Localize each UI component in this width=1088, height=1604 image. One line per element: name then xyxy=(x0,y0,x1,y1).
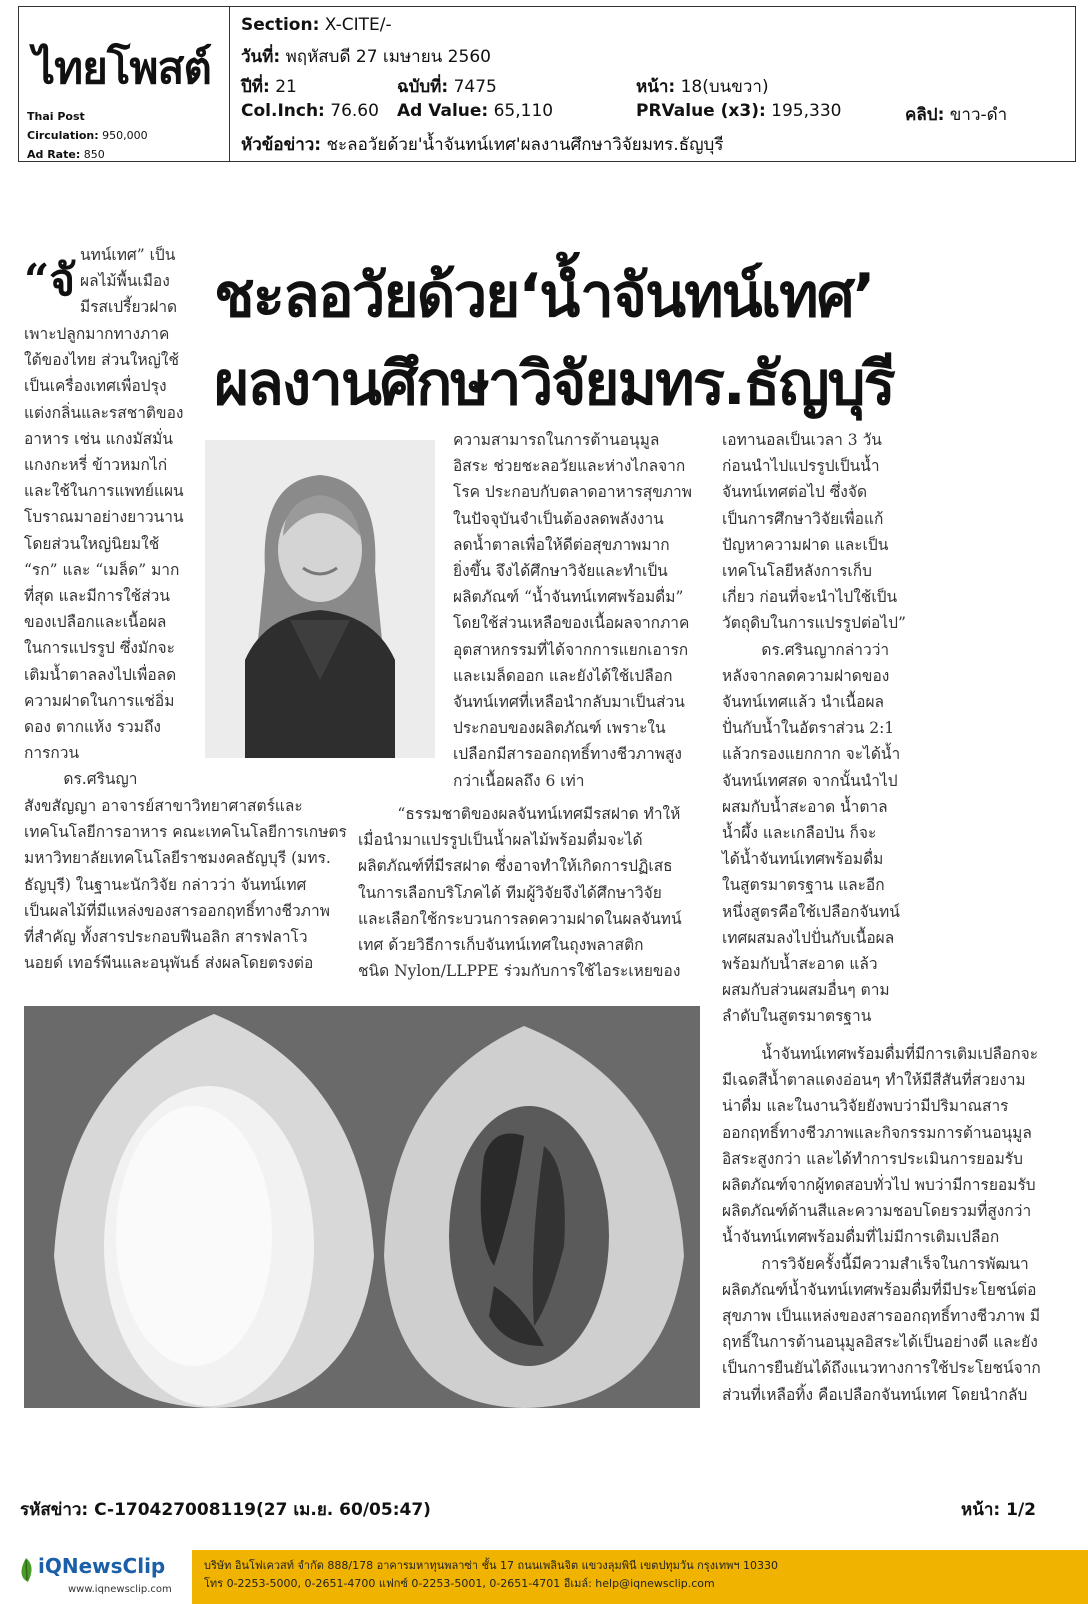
text-line: อิสระ ช่วยชะลอวัยและห่างไกลจาก xyxy=(453,457,686,476)
issue-row xyxy=(241,73,1071,97)
advalue-label: Ad Value: xyxy=(397,101,489,121)
text-line: เทคโนโลยีหลังการเก็บ xyxy=(722,562,872,581)
colinch-value: 76.60 xyxy=(330,101,379,121)
text-line: ฤทธิ์ในการต้านอนุมูลอิสระได้เป็นอย่างดี และยัง xyxy=(722,1333,1038,1352)
publication-meta xyxy=(27,107,148,164)
news-code: รหัสข่าว: C-170427008119(27 เม.ย. 60/05:47) xyxy=(20,1500,431,1520)
text-line: ที่สุด และมีการใช้ส่วน xyxy=(24,587,170,606)
text-line: เติมน้ำตาลลงไปเพื่อลด xyxy=(24,665,177,684)
year-value: 21 xyxy=(275,77,297,97)
date-value: พฤหัสบดี 27 เมษายน 2560 xyxy=(285,47,491,67)
footer-contact xyxy=(204,1557,778,1593)
text-line: มหาวิทยาลัยเทคโนโลยีราชมงคลธัญบุรี (มทร. xyxy=(24,849,331,868)
nutmeg-fruit-photo xyxy=(24,1006,700,1408)
page-number: หน้า: 1/2 xyxy=(961,1500,1036,1520)
text-line: ผลิตภัณฑ์ที่มีรสฝาด ซึ่งอาจทำให้เกิดการปฏิเสธ xyxy=(358,857,673,876)
prvalue-value: 195,330 xyxy=(771,101,842,121)
text-line: “ธรรมชาติของผลจันทน์เทศมีรสฝาด ทำให้ xyxy=(358,805,681,823)
text-line: สุขภาพ เป็นแหล่งของสารออกฤทธิ์ทางชีวภาพ มี xyxy=(722,1307,1041,1326)
text-line: ผลิตภัณฑ์จากผู้ทดสอบทั่วไป พบว่ามีการยอมรับ xyxy=(722,1176,1036,1195)
text-line: ก่อนนำไปแปรรูปเป็นน้ำ xyxy=(722,457,880,476)
section-row xyxy=(241,15,392,35)
text-line: เป็นเครื่องเทศเพื่อปรุง xyxy=(24,377,167,396)
col2 xyxy=(453,427,692,794)
circulation-value: 950,000 xyxy=(102,129,148,142)
headline-line-1: ชะลอวัยด้วย‘น้ำจันทน์เทศ’ xyxy=(214,261,874,331)
date-row xyxy=(241,43,491,70)
text-line: จันทน์เทศแล้ว นำเนื้อผล xyxy=(722,693,885,712)
text-line: นทน์เทศ” เป็น xyxy=(80,246,176,264)
text-line: แล้วกรองแยกกาก จะได้น้ำ xyxy=(722,745,901,764)
text-line: เทศผสมลงไปปั่นกับเนื้อผล xyxy=(722,928,895,947)
text-line: น้ำจันทน์เทศพร้อมดื่มที่ไม่มีการเติมเปลือก xyxy=(722,1228,1000,1247)
col3 xyxy=(722,427,906,1030)
text-line: แต่งกลิ่นและรสชาติของ xyxy=(24,403,184,422)
headline-line-2: ผลงานศึกษาวิจัยมทร.ธัญบุรี xyxy=(214,349,894,419)
text-line: ชนิด Nylon/LLPPE ร่วมกับการใช้ไอระเหยของ xyxy=(358,962,681,981)
portrait-illustration xyxy=(205,440,435,758)
adrate-value: 850 xyxy=(83,148,105,161)
text-line: ยิ่งขึ้น จึงได้ศึกษาวิจัยและทำเป็น xyxy=(453,562,668,581)
text-line: และเลือกใช้กระบวนการลดความฝาดในผลจันทน์ xyxy=(358,909,682,928)
text-line: ออกฤทธิ์ทางชีวภาพและกิจกรรมการต้านอนุมูล xyxy=(722,1123,1032,1142)
text-line: ผลไม้พื้นเมือง xyxy=(80,272,170,291)
text-line: เปลือกมีสารออกฤทธิ์ทางชีวภาพสูง xyxy=(453,745,682,764)
text-line: ความฝาดในการแช่อิ่ม xyxy=(24,691,175,710)
circulation-label: Circulation: xyxy=(27,129,99,142)
section-value: X-CITE/- xyxy=(324,15,392,35)
page-label: หน้า: xyxy=(636,77,676,97)
text-line: แกงกะหรี่ ข้าวหมกไก่ xyxy=(24,456,168,475)
text-line: ลดน้ำตาลเพื่อให้ดีต่อสุขภาพมาก xyxy=(453,535,670,554)
text-line: ดร.ศรินญากล่าวว่า xyxy=(722,640,890,659)
adrate-label: Ad Rate: xyxy=(27,148,81,161)
text-line: ธัญบุรี) ในฐานะนักวิจัย กล่าวว่า จันทน์เทศ xyxy=(24,875,307,894)
text-line: และเมล็ดออก และยังได้ใช้เปลือก xyxy=(453,666,673,685)
clip-value: ขาว-ดำ xyxy=(949,105,1008,125)
headline-row xyxy=(241,131,723,158)
text-line: เทศ ด้วยวิธีการเก็บจันทน์เทศในถุงพลาสติก xyxy=(358,936,644,955)
text-line: น่าดื่ม และในงานวิจัยยังพบว่ามีปริมาณสาร xyxy=(722,1097,1009,1116)
text-line: ผลิตภัณฑ์น้ำจันทน์เทศพร้อมดื่มที่มีประโยชน์ต่อ xyxy=(722,1280,1037,1299)
text-line: โบราณมาอย่างยาวนาน xyxy=(24,508,184,527)
text-line: พร้อมกับน้ำสะอาด แล้ว xyxy=(722,955,878,974)
text-line: นอยด์ เทอร์พีนและอนุพันธ์ ส่งผลโดยตรงต่อ xyxy=(24,954,314,973)
text-line: ในปัจจุบันจำเป็นต้องลดพลังงาน xyxy=(453,509,664,528)
text-line: เพาะปลูกมากทางภาค xyxy=(24,325,170,343)
year-label: ปีที่: xyxy=(241,77,270,97)
text-line: หลังจากลดความฝาดของ xyxy=(722,666,890,685)
publication-name: Thai Post xyxy=(27,110,85,123)
text-line: จันทน์เทศต่อไป ซึ่งจัด xyxy=(722,483,868,502)
iqnewsclip-url: www.iqnewsclip.com xyxy=(68,1584,172,1595)
col1-narrow xyxy=(24,321,184,793)
text-line: ประกอบของผลิตภัณฑ์ เพราะใน xyxy=(453,719,666,738)
clip-meta xyxy=(231,7,1075,161)
text-line: ปัญหาความฝาด และเป็น xyxy=(722,535,889,554)
issue-label: ฉบับที่: xyxy=(397,77,449,97)
footer-phones: โทร 0-2253-5000, 0-2651-4700 แฟกซ์ 0-2253-5001, 0-2651-4701 อีเมล์: help@iqnewsclip.com xyxy=(204,1577,715,1590)
text-line: น้ำผึ้ง และเกลือป่น ก็จะ xyxy=(722,824,877,843)
text-line: มีเฉดสีน้ำตาลแดงอ่อนๆ ทำให้มีสีสันที่สวยงาม xyxy=(722,1071,1026,1090)
page-value: 18(บนขวา) xyxy=(680,77,769,97)
col1-wide xyxy=(24,793,347,976)
text-line: อาหาร เช่น แกงมัสมั่น xyxy=(24,429,173,448)
text-line: ในการแปรรูป ซึ่งมักจะ xyxy=(24,639,175,658)
text-line: เป็นผลไม้ที่มีแหล่งของสารออกฤทธิ์ทางชีวภาพ xyxy=(24,901,330,920)
researcher-portrait-photo xyxy=(205,440,435,758)
iqnewsclip-logo: iQNewsClip xyxy=(38,1554,166,1578)
text-line: เป็นการยืนยันได้ถึงแนวทางการใช้ประโยชน์จาก xyxy=(722,1359,1041,1378)
text-line: หนึ่งสูตรคือใช้เปลือกจันทน์ xyxy=(722,902,900,921)
text-line: เมื่อนำมาแปรรูปเป็นน้ำผลไม้พร้อมดื่มจะได้ xyxy=(358,831,643,850)
text-line: ของเปลือกและเนื้อผล xyxy=(24,613,167,632)
text-line: จันทน์เทศที่เหลือนำกลับมาเป็นส่วน xyxy=(453,693,685,712)
text-line: ดร.ศรินญา xyxy=(24,770,138,789)
text-line: ผลิตภัณฑ์ “น้ำจันทน์เทศพร้อมดื่ม” xyxy=(453,588,684,607)
headline-value: ชะลอวัยด้วย'น้ำจันทน์เทศ'ผลงานศึกษาวิจัยมทร.ธัญบุรี xyxy=(326,135,724,155)
text-line: เป็นการศึกษาวิจัยเพื่อแก้ xyxy=(722,509,884,528)
advalue-value: 65,110 xyxy=(493,101,554,121)
text-line: การวิจัยครั้งนี้มีความสำเร็จในการพัฒนา xyxy=(722,1254,1029,1273)
col2-wide xyxy=(358,801,682,984)
text-line: สังขสัญญา อาจารย์สาขาวิทยาศาสตร์และ xyxy=(24,797,303,815)
section-label: Section: xyxy=(241,15,320,35)
colinch-label: Col.Inch: xyxy=(241,101,325,121)
text-line: เอทานอลเป็นเวลา 3 วัน xyxy=(722,431,882,449)
text-line: น้ำจันทน์เทศพร้อมดื่มที่มีการเติมเปลือกจะ xyxy=(722,1045,1039,1063)
col3-wide xyxy=(722,1041,1041,1408)
text-line: โดยใช้ส่วนเหลือของเนื้อผลจากภาค xyxy=(453,614,690,633)
text-line: การกวน xyxy=(24,744,80,763)
text-line: ลำดับในสูตรมาตรฐาน xyxy=(722,1007,872,1026)
text-line: จันทน์เทศสด จากนั้นนำไป xyxy=(722,771,898,790)
text-line: กว่าเนื้อผลถึง 6 เท่า xyxy=(453,771,585,790)
text-line: เทคโนโลยีการอาหาร คณะเทคโนโลยีการเกษตร xyxy=(24,823,347,842)
publication-block xyxy=(19,7,230,161)
text-line: อุตสาหกรรมที่ได้จากการแยกเอารก xyxy=(453,640,689,659)
text-line: วัตถุดิบในการแปรรูปต่อไป” xyxy=(722,614,906,633)
text-line: โรค ประกอบกับตลาดอาหารสุขภาพ xyxy=(453,483,692,502)
nutmeg-illustration xyxy=(24,1006,700,1408)
text-line: ความสามารถในการต้านอนุมูล xyxy=(453,431,660,449)
drop-cap: “จั xyxy=(24,255,76,306)
headline-label: หัวข้อข่าว: xyxy=(241,135,322,155)
text-line: ใต้ของไทย ส่วนใหญ่ใช้ xyxy=(24,351,179,370)
text-line: ผลิตภัณฑ์ด้านสีและความชอบโดยรวมที่สูงกว่า xyxy=(722,1202,1032,1221)
text-line: เกี่ยว ก่อนที่จะนำไปใช้เป็น xyxy=(722,588,898,607)
text-line: และใช้ในการแพทย์แผน xyxy=(24,482,184,501)
text-line: มีรสเปรี้ยวฝาด xyxy=(80,298,178,317)
footer-address: บริษัท อินโฟเควสท์ จำกัด 888/178 อาคารมหาทุนพลาซ่า ชั้น 17 ถนนเพลินจิต แขวงลุมพินี เขตปทุมวัน กรุงเทพฯ 10330 xyxy=(204,1559,778,1572)
text-line: ในสูตรมาตรฐาน และอีก xyxy=(722,876,885,895)
text-line: ที่สำคัญ ทั้งสารประกอบฟีนอลิก สารฟลาโว xyxy=(24,928,308,947)
text-line: ผสมกับน้ำสะอาด น้ำตาล xyxy=(722,797,888,816)
clip-header xyxy=(18,6,1076,162)
text-line: ปั่นกับน้ำในอัตราส่วน 2:1 xyxy=(722,719,895,738)
text-line: ได้น้ำจันทน์เทศพร้อมดื่ม xyxy=(722,850,884,869)
text-line: โดยส่วนใหญ่นิยมใช้ xyxy=(24,534,160,553)
text-line: ในการเลือกบริโภคได้ ทีมผู้วิจัยจึงได้ศึกษาวิจัย xyxy=(358,883,662,902)
value-row xyxy=(241,101,1071,125)
prvalue-label: PRValue (x3): xyxy=(636,101,766,121)
issue-value: 7475 xyxy=(453,77,497,97)
iqnewsclip-leaf-icon xyxy=(14,1556,38,1588)
text-line: ผสมกับส่วนผสมอื่นๆ ตาม xyxy=(722,981,890,1000)
text-line: ดอง ตากแห้ง รวมถึง xyxy=(24,718,161,737)
text-line: “รก” และ “เมล็ด” มาก xyxy=(24,560,180,579)
article-headline xyxy=(214,252,974,428)
clip-label: คลิป: xyxy=(905,105,945,125)
text-line: ส่วนที่เหลือทิ้ง คือเปลือกจันทน์เทศ โดยนำกลับ xyxy=(722,1385,1028,1404)
publication-logo: ไทยโพสต์ xyxy=(33,43,211,94)
col1-top xyxy=(80,242,177,321)
date-label: วันที่: xyxy=(241,47,281,67)
text-line: อิสระสูงกว่า และได้ทำการประเมินการยอมรับ xyxy=(722,1149,1023,1168)
